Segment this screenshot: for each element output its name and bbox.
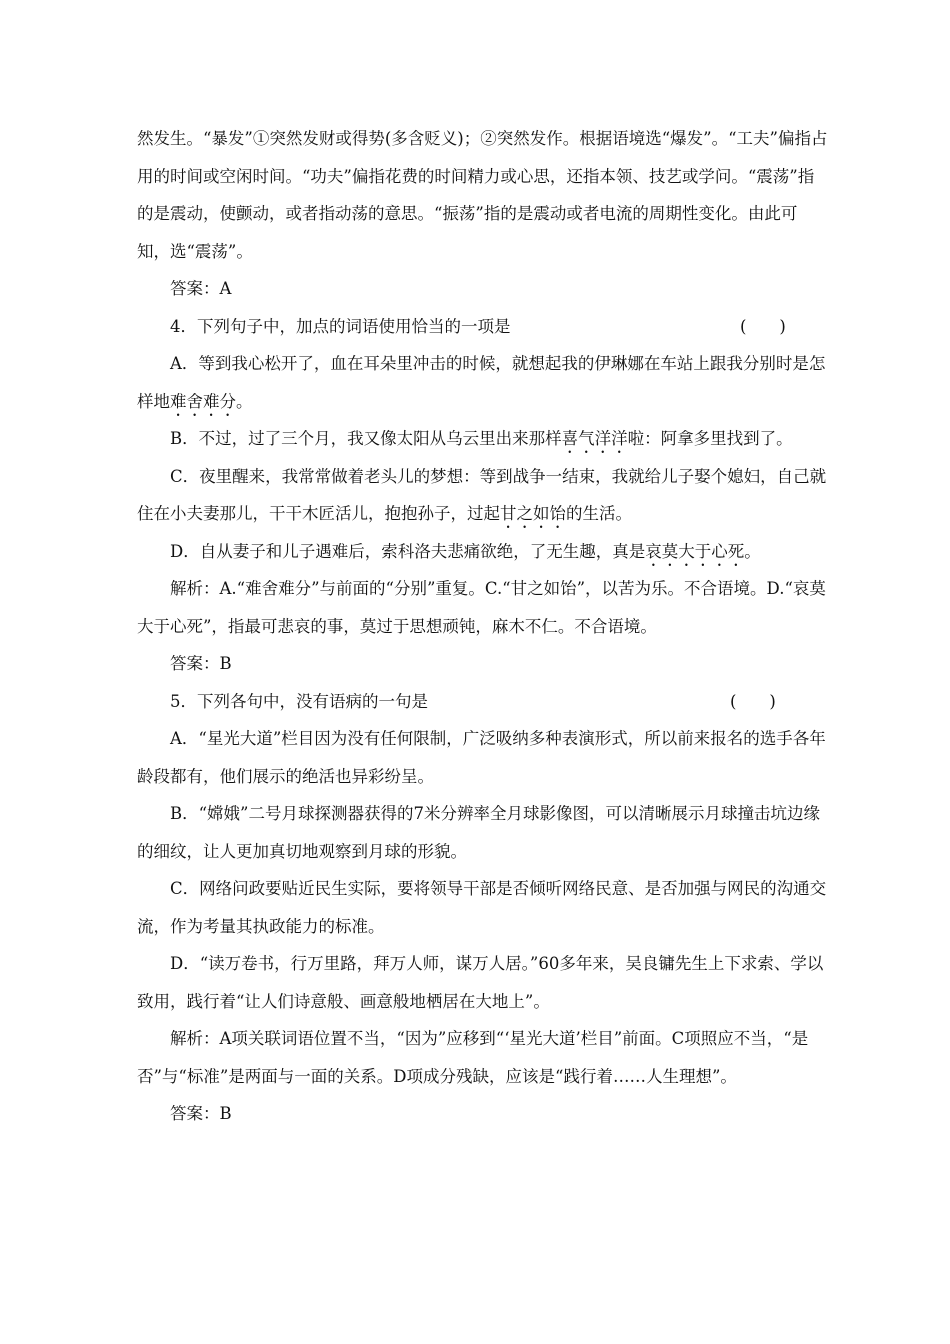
analysis-q3-continued: 然发生。“暴发”①突然发财或得势(多含贬义)；②突然发作。根据语境选“爆发”。“工夫”偏指占用的时间或空闲时间。“功夫”偏指花费的时间精力或心思，还指本领、技艺或学问。“震荡”指的是震动，使颤动，或者指动荡的意思。“振荡”指的是震动或者电流的周期性变化。由此可知，选“震荡”。 xyxy=(137,129,828,261)
option-4a: A．等到我心松开了，血在耳朵里冲击的时候，就想起我的伊琳娜在车站上跟我分别时是怎样地难舍难分。 xyxy=(137,354,826,411)
option-5b: B．“嫦娥”二号月球探测器获得的7米分辨率全月球影像图，可以清晰展示月球撞击坑边缘的细纹，让人更加真切地观察到月球的形貌。 xyxy=(137,804,820,861)
answer-q3: 答案：A xyxy=(170,279,232,298)
question-5-stem-row xyxy=(137,683,828,721)
dotted-term-4d: 哀莫大于心死 xyxy=(645,541,745,561)
option-4d: D．自从妻子和儿子遇难后，索科洛夫悲痛欲绝，了无生趣，真是哀莫大于心死。 xyxy=(170,541,761,561)
answer-bracket-q5: ( ) xyxy=(730,691,776,711)
answer-bracket-q4: ( ) xyxy=(740,316,786,336)
analysis-q4: 解析：A.“难舍难分”与前面的“分别”重复。C.“甘之如饴”，以苦为乐。不合语境。D.“哀莫大于心死”，指最可悲哀的事，莫过于思想顽钝，麻木不仁。不合语境。 xyxy=(137,579,826,636)
option-4b: B．不过，过了三个月，我又像太阳从乌云里出来那样喜气洋洋啦：阿拿多里找到了。 xyxy=(170,429,793,448)
dotted-term-4c: 甘之如饴 xyxy=(500,504,566,523)
answer-q4: 答案：B xyxy=(170,654,232,673)
option-5d: D．“读万卷书，行万里路，拜万人师，谋万人居。”60多年来，吴良镛先生上下求索、学以致用，践行着“让人们诗意般、画意般地栖居在大地上”。 xyxy=(137,954,824,1011)
question-5-stem: 5．下列各句中，没有语病的一句是 xyxy=(170,691,428,711)
option-5a: A．“星光大道”栏目因为没有任何限制，广泛吸纳多种表演形式，所以前来报名的选手各年龄段都有，他们展示的绝活也异彩纷呈。 xyxy=(137,729,826,786)
dotted-term-4a: 难舍难分 xyxy=(170,391,236,411)
dotted-term-4b: 喜气洋洋 xyxy=(561,429,628,448)
analysis-q5: 解析：A项关联词语位置不当，“因为”应移到“‘星光大道’栏目”前面。C项照应不当，“是否”与“标准”是两面与一面的关系。D项成分残缺，应该是“践行着……人生理想”。 xyxy=(137,1029,809,1086)
option-5c: C．网络问政要贴近民生实际，要将领导干部是否倾听网络民意、是否加强与网民的沟通交流，作为考量其执政能力的标准。 xyxy=(137,879,827,936)
option-4c: C．夜里醒来，我常常做着老头儿的梦想：等到战争一结束，我就给儿子娶个媳妇，自己就住在小夫妻那儿，干干木匠活儿，抱抱孙子，过起甘之如饴的生活。 xyxy=(137,466,827,523)
question-4-stem: 4．下列句子中，加点的词语使用恰当的一项是 xyxy=(170,316,511,336)
question-4-stem-row xyxy=(137,308,828,346)
answer-q5: 答案：B xyxy=(170,1104,232,1123)
